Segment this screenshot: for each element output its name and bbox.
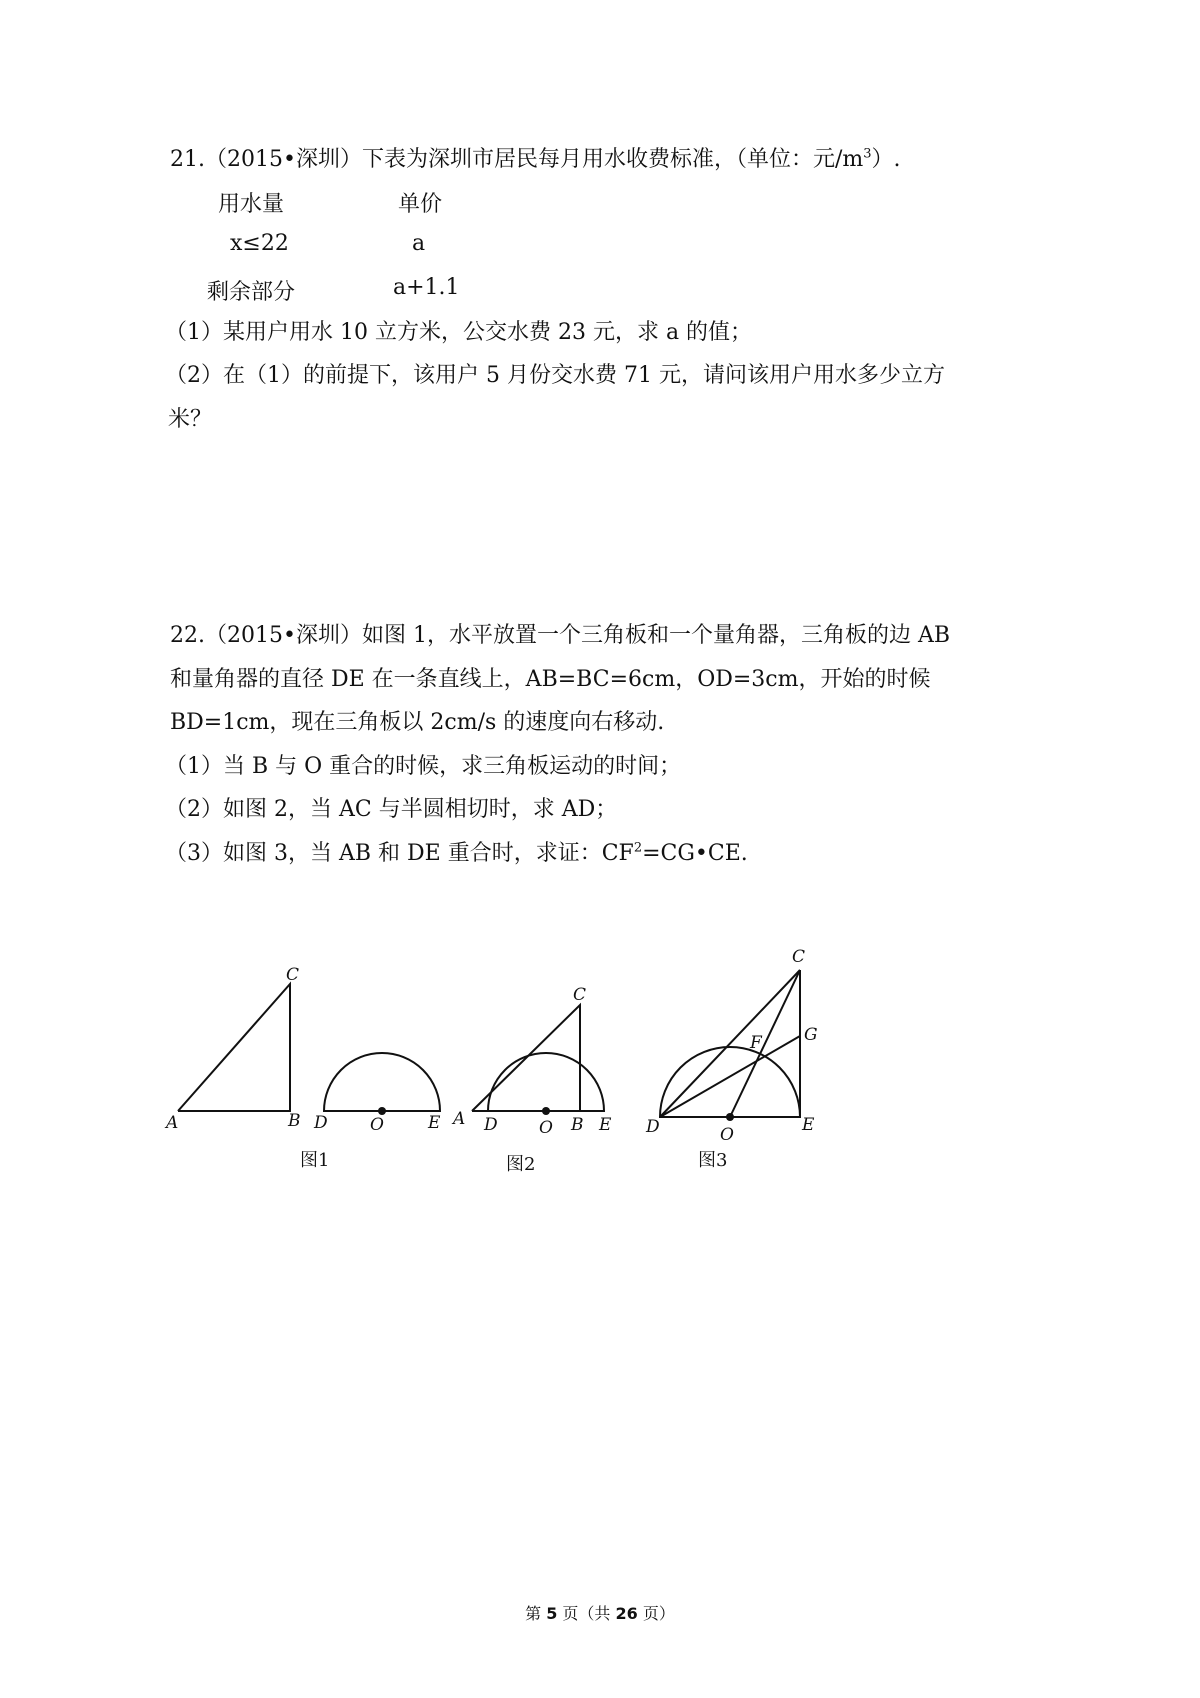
fig2-triangle	[472, 1005, 580, 1111]
fig2-semicircle	[488, 1053, 604, 1111]
q21-number: 21.	[170, 147, 205, 172]
fig3-caption: 图3	[698, 1150, 728, 1171]
q21-text: 下表为深圳市居民每月用水收费标准，（单位：元/m	[361, 147, 864, 172]
footer-middle: 页（共	[557, 1604, 616, 1623]
fig3-label-O: O	[720, 1125, 734, 1145]
q22-part-3-text: （3）如图 3，当 AB 和 DE 重合时，求证：CF	[165, 841, 634, 866]
fig3-line-DC	[660, 970, 800, 1117]
q21-part-1: （1）某用户用水 10 立方米，公交水费 23 元，求 a 的值；	[165, 320, 753, 345]
table-cell-usage-1: x≤22	[230, 231, 289, 256]
fig2-center-dot	[542, 1107, 550, 1115]
q22-part-3	[165, 839, 748, 869]
fig3-label-G: G	[804, 1025, 818, 1045]
q21-stem	[170, 145, 901, 175]
figure-2	[451, 985, 612, 1175]
q21-unit-superscript: 3	[863, 146, 872, 162]
q22-stem-line-3: BD=1cm，现在三角板以 2cm/s 的速度向右移动.	[170, 710, 665, 735]
fig3-center-dot	[726, 1113, 734, 1121]
fig1-triangle	[178, 984, 290, 1111]
fig1-label-O: O	[370, 1115, 384, 1135]
table-header-usage: 用水量	[218, 192, 285, 217]
q21-source: （2015•深圳）	[205, 147, 362, 172]
fig2-label-O: O	[539, 1118, 553, 1138]
figures	[166, 947, 950, 1230]
fig2-label-C: C	[573, 985, 587, 1005]
footer-page-number: 5	[546, 1604, 558, 1623]
fig3-line-DG	[660, 1036, 800, 1117]
q22-text-1: 如图 1，水平放置一个三角板和一个量角器，三角板的边 AB	[361, 623, 951, 648]
table-cell-usage-2: 剩余部分	[207, 280, 296, 305]
q22-stem-line-2: 和量角器的直径 DE 在一条直线上，AB=BC=6cm，OD=3cm，开始的时候	[170, 667, 931, 692]
q22-stem-line-1	[170, 621, 950, 651]
fig3-line-CO	[730, 970, 800, 1117]
fig1-label-E: E	[428, 1113, 441, 1133]
fig1-label-D: D	[314, 1113, 328, 1133]
fig1-caption: 图1	[300, 1150, 330, 1171]
q22-part-1: （1）当 B 与 O 重合的时候，求三角板运动的时间；	[165, 754, 682, 779]
fig3-label-D: D	[646, 1117, 660, 1137]
q22-part-3-end: =CG•CE.	[642, 841, 748, 866]
table-cell-price-1: a	[412, 231, 426, 256]
q22-number: 22.	[170, 623, 205, 648]
q21-text-end: ）.	[871, 147, 901, 172]
figure-3	[645, 947, 818, 1171]
table-cell-price-2: a+1.1	[393, 275, 460, 300]
fig1-semicircle	[324, 1053, 440, 1111]
fig2-label-E: E	[599, 1115, 612, 1135]
q22-source: （2015•深圳）	[205, 623, 362, 648]
fig2-caption: 图2	[506, 1154, 536, 1175]
figure-1	[164, 965, 441, 1171]
fig3-label-F: F	[750, 1033, 762, 1053]
q21-part-2: （2）在（1）的前提下，该用户 5 月份交水费 71 元，请问该用户用水多少立方	[165, 363, 945, 388]
fig2-label-B: B	[571, 1115, 584, 1135]
q22-part-2: （2）如图 2，当 AC 与半圆相切时，求 AD；	[165, 797, 618, 822]
fig2-label-D: D	[484, 1115, 498, 1135]
footer-prefix: 第	[525, 1604, 547, 1623]
fig3-label-E: E	[802, 1115, 815, 1135]
footer-suffix: 页）	[637, 1604, 675, 1623]
fig1-label-B: B	[288, 1111, 301, 1131]
q21-part-2-continuation: 米？	[168, 407, 213, 432]
figure-svg	[166, 947, 950, 1230]
fig1-label-A: A	[166, 1113, 179, 1133]
page-footer	[0, 1601, 1200, 1624]
table-header-price: 单价	[398, 192, 443, 217]
fig1-center-dot	[378, 1107, 386, 1115]
footer-total-pages: 26	[615, 1604, 638, 1623]
fig1-label-C: C	[286, 965, 300, 985]
fig3-label-C: C	[792, 947, 806, 967]
fig3-semicircle	[660, 1047, 800, 1117]
q22-part-3-superscript: 2	[633, 840, 643, 856]
fig2-label-A: A	[453, 1109, 466, 1129]
